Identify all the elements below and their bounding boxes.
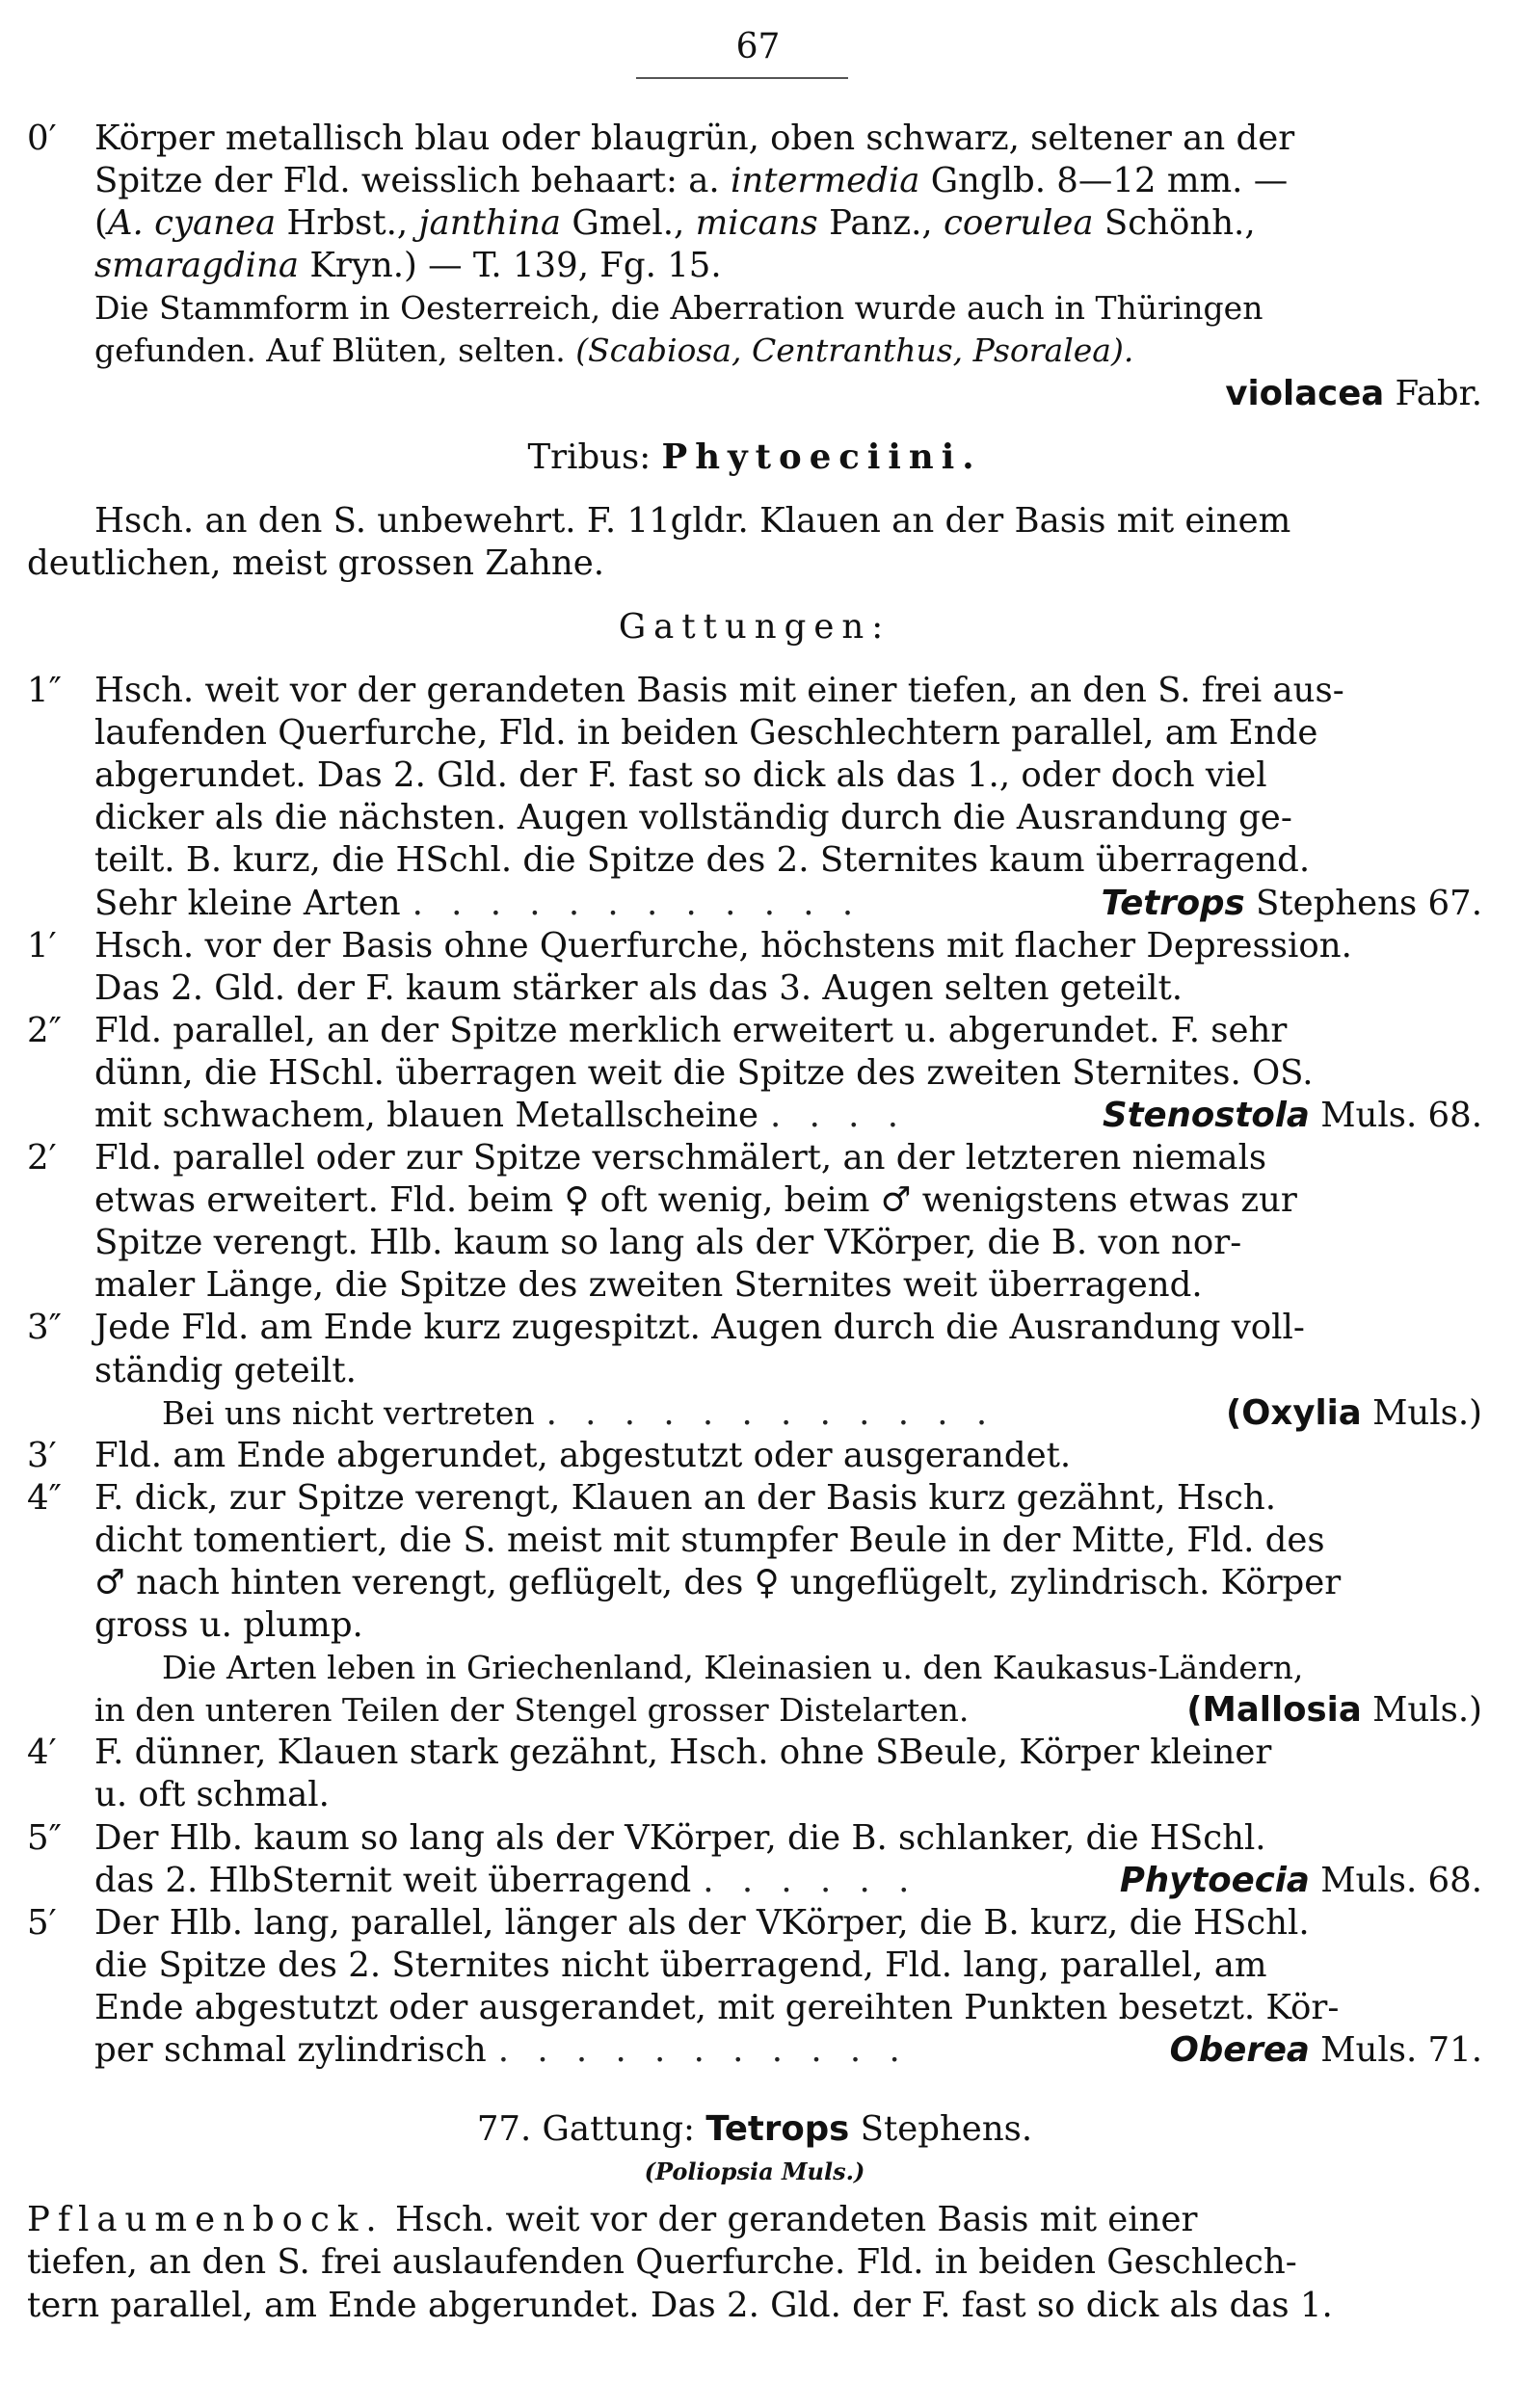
tribus-name: Phytoeciini. <box>661 437 982 477</box>
key-couplet-5b: 5′ Der Hlb. lang, parallel, länger als der VKörper, die B. kurz, die HSchl. die Spitze des 2. Sternites nicht überragend, Fld. lang, parallel, am Ende abgestutzt oder ausgerandet, mit gereihten Punkten besetzt. Kör- per schmal zylindrisch . . . . . . . . . . . Oberea Muls. 71. <box>27 1902 1482 2072</box>
species-name-line: violacea Fabr. <box>1225 373 1482 413</box>
key-couplet-4b: 4′ F. dünner, Klauen stark gezähnt, Hsch. ohne SBeule, Körper kleiner u. oft schmal. <box>27 1733 1272 1815</box>
gattungen-heading: Gattungen: <box>618 606 891 647</box>
entry-label: 3″ <box>27 1308 62 1348</box>
leader-dots: . . . . <box>770 1095 908 1135</box>
text-line: Körper metallisch blau oder blaugrün, oben schwarz, seltener an der <box>94 119 1295 158</box>
text-line: smaragdina Kryn.) — T. 139, Fg. 15. <box>94 246 722 286</box>
genus-name: Tetrops <box>1101 883 1245 923</box>
entry-label: 0′ <box>27 119 57 158</box>
key-couplet-3a: 3″ Jede Fld. am Ende kurz zugespitzt. Augen durch die Ausrandung voll- ständig geteilt. Bei uns nicht vertreten . . . . . . . . . . . . (Oxylia Muls.) <box>27 1307 1482 1434</box>
text-line: Spitze der Fld. weisslich behaart: a. intermedia Gnglb. 8—12 mm. — <box>94 161 1289 201</box>
genus-name: (Oxylia <box>1226 1392 1362 1433</box>
key-couplet-5a: 5″ Der Hlb. kaum so lang als der VKörper, die B. schlanker, die HSchl. das 2. HlbSternit weit überragend . . . . . . Phytoecia Muls. 68. <box>27 1817 1482 1902</box>
key-result-row: das 2. HlbSternit weit überragend . . . . . . Phytoecia Muls. 68. <box>94 1860 1482 1902</box>
entry-label: 1″ <box>27 671 62 711</box>
key-couplet-2a: 2″ Fld. parallel, an der Spitze merklich erweitert u. abgerundet. F. sehr dünn, die HSchl. überragen weit die Spitze des zweiten Sternites. OS. mit schwachem, blauen Metallscheine . . . . Stenostola Muls. 68. <box>27 1010 1482 1137</box>
text-line: (A. cyanea Hrbst., janthina Gmel., micans Panz., coerulea Schönh., <box>94 203 1256 244</box>
text-line: tiefen, an den S. frei auslaufenden Querfurche. Fld. in beiden Geschlech- <box>27 2242 1297 2283</box>
species-desc: Pflaumenbock. Hsch. weit vor der gerandeten Basis mit einer <box>27 2200 1198 2240</box>
key-couplet-3b: 3′ Fld. am Ende abgerundet, abgestutzt oder ausgerandet. <box>27 1435 1482 1477</box>
entry-label: 4″ <box>27 1477 62 1518</box>
entry-label: 2′ <box>27 1138 57 1178</box>
key-result-row: Sehr kleine Arten . . . . . . . . . . . . Tetrops Stephens 67. <box>94 883 1482 925</box>
entry-label: 4′ <box>27 1733 57 1773</box>
key-result-row: mit schwachem, blauen Metallscheine . . . . Stenostola Muls. 68. <box>94 1095 1482 1137</box>
entry-label: 1′ <box>27 925 57 966</box>
leader-dots: . . . . . . <box>703 1860 918 1900</box>
entry-label: 2″ <box>27 1010 62 1050</box>
common-name: Pflaumenbock. <box>27 2200 385 2240</box>
text-line: tern parallel, am Ende abgerundet. Das 2. Gld. der F. fast so dick als das 1. <box>27 2285 1333 2325</box>
note-line: gefunden. Auf Blüten, selten. (Scabiosa, Centranthus, Psoralea). <box>94 331 1134 370</box>
tribus-heading: Tribus: Phytoeciini. <box>527 437 982 477</box>
gattung-heading: 77. Gattung: Tetrops Stephens. <box>476 2109 1033 2150</box>
leader-dots: . . . . . . . . . . . . <box>545 1392 997 1433</box>
tribus-desc: deutlichen, meist grossen Zahne. <box>27 542 605 583</box>
aberration-name: intermedia <box>731 161 920 201</box>
synonym: (Poliopsia Muls.) <box>644 2157 865 2186</box>
key-couplet-1a: 1″ Hsch. weit vor der gerandeten Basis mit einer tiefen, an den S. frei aus- laufenden Querfurche, Fld. in beiden Geschlechtern parallel, am Ende abgerundet. Das 2. Gld. der F. fast so dick als das 1., oder doch viel dicker als die nächsten. Augen vollständig durch die Ausrandung ge- teilt. B. kurz, die HSchl. die Spitze des 2. Sternites kaum überragend. Sehr kleine Arten . . . . . . . . . . . . Tetrops Stephens 67. <box>27 670 1482 925</box>
entry-label: 5′ <box>27 1902 57 1943</box>
key-result-row: in den unteren Teilen der Stengel grosser Distelarten. (Mallosia Muls.) <box>94 1690 1482 1731</box>
leader-dots: . . . . . . . . . . . <box>497 2030 909 2071</box>
entry-violacea <box>27 118 1482 415</box>
page-content <box>27 118 1482 2327</box>
genus-name: Oberea <box>1169 2030 1310 2071</box>
genus-name: Phytoecia <box>1119 1860 1310 1900</box>
genus-name: Tetrops <box>705 2109 850 2150</box>
entry-label: 3′ <box>27 1435 57 1475</box>
leader-dots: . . . . . . . . . . . . <box>412 883 863 923</box>
key-couplet-2b: 2′ Fld. parallel oder zur Spitze verschmälert, an der letzteren niemals etwas erweitert. Fld. beim ♀ oft wenig, beim ♂ wenigstens etwas zur Spitze verengt. Hlb. kaum so lang als der VKörper, die B. von nor- maler Länge, die Spitze des zweiten Sternites weit überragend. <box>27 1138 1297 1306</box>
note-line: Die Arten leben in Griechenland, Kleinasien u. den Kaukasus-Ländern, <box>162 1649 1304 1687</box>
key-couplet-4a: 4″ F. dick, zur Spitze verengt, Klauen an der Basis kurz gezähnt, Hsch. dicht tomentiert, die S. meist mit stumpfer Beule in der Mitte, Fld. des ♂ nach hinten verengt, geflügelt, des ♀ ungeflügelt, zylindrisch. Körper gross u. plump. Die Arten leben in Griechenland, Kleinasien u. den Kaukasus-Ländern, in den unteren Teilen der Stengel grosser Distelarten. (Mallosia Muls.) <box>27 1477 1482 1733</box>
species-name: violacea <box>1225 373 1385 413</box>
genus-name: Stenostola <box>1103 1095 1310 1135</box>
genus-name: (Mallosia <box>1186 1690 1362 1731</box>
key-result-row: Bei uns nicht vertreten . . . . . . . . . . . . (Oxylia Muls.) <box>94 1392 1482 1435</box>
entry-label: 5″ <box>27 1817 62 1858</box>
key-couplet-1b: 1′ Hsch. vor der Basis ohne Querfurche, höchstens mit flacher Depression. Das 2. Gld. der F. kaum stärker als das 3. Augen selten geteilt. <box>27 925 1352 1008</box>
note-line: Die Stammform in Oesterreich, die Aberration wurde auch in Thüringen <box>94 289 1263 328</box>
tribus-desc: Hsch. an den S. unbewehrt. F. 11gldr. Klauen an der Basis mit einem <box>94 500 1291 541</box>
page-number: 67 <box>735 27 781 66</box>
header-rule <box>636 77 848 79</box>
key-result-row: per schmal zylindrisch . . . . . . . . . . . Oberea Muls. 71. <box>94 2029 1482 2072</box>
